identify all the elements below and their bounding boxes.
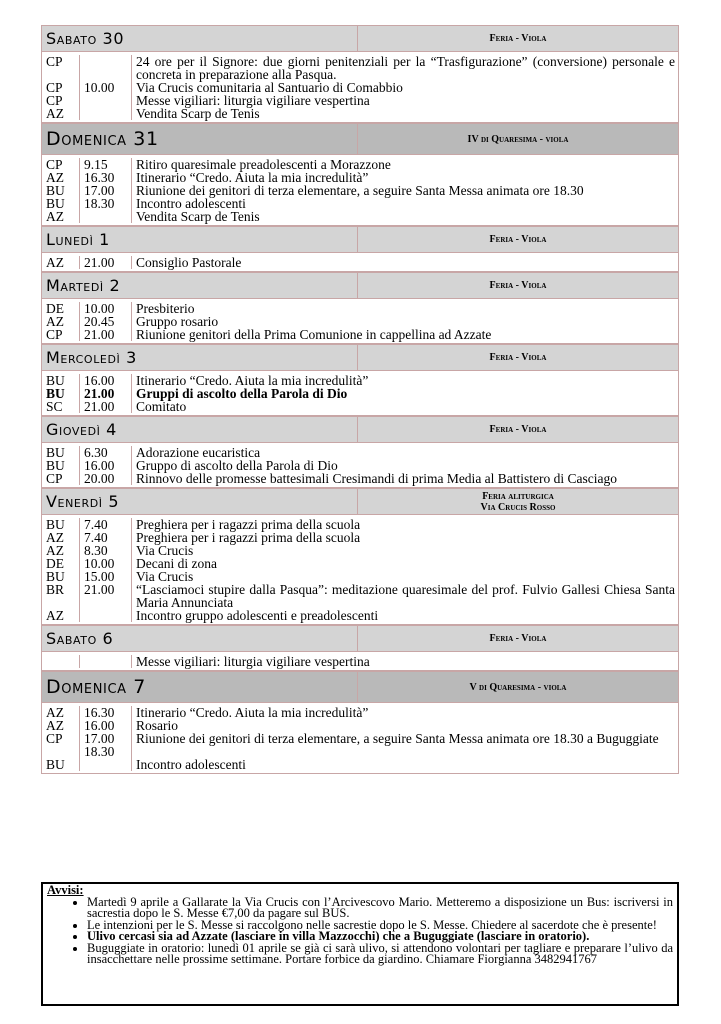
event-place: AZ — [42, 531, 80, 544]
event-description: Riunione dei genitori di terza elementare, a seguire Santa Messa animata ore 18.30 — [136, 183, 584, 198]
parish-calendar — [41, 25, 679, 774]
event-place: CP — [42, 158, 80, 171]
event-time — [80, 758, 132, 771]
event-time: 9.15 — [80, 158, 132, 171]
event-description: Vendita Scarp de Tenis — [136, 106, 260, 121]
liturgical-label — [358, 626, 678, 651]
event-row — [42, 472, 678, 487]
event-row — [42, 652, 678, 670]
day-name: Venerdì 5 — [42, 489, 358, 514]
event-description: Itinerario “Credo. Aiuta la mia incredulità” — [136, 170, 369, 185]
day-name: Martedì 2 — [42, 273, 358, 298]
event-row — [42, 443, 678, 459]
day-section — [41, 25, 679, 123]
day-section — [41, 671, 679, 774]
event-place: AZ — [42, 706, 80, 719]
event-description: Rosario — [136, 718, 178, 733]
liturgical-label-line: Feria - Viola — [489, 424, 547, 435]
event-time: 16.00 — [80, 719, 132, 732]
event-row — [42, 400, 678, 415]
day-name: Lunedì 1 — [42, 227, 358, 252]
event-description: Adorazione eucaristica — [136, 445, 261, 460]
day-header — [42, 124, 678, 155]
event-place — [42, 655, 80, 668]
event-description: Rinnovo delle promesse battesimali Cresimandi di prima Media al Battistero di Casciago — [136, 471, 618, 486]
event-time — [80, 609, 132, 622]
event-place: CP — [42, 55, 80, 81]
event-row — [42, 52, 678, 81]
event-row — [42, 758, 678, 773]
event-description: Gruppi di ascolto della Parola di Dio — [136, 386, 348, 401]
day-section — [41, 123, 679, 226]
event-description: Riunione genitori della Prima Comunione in cappellina ad Azzate — [136, 327, 492, 342]
event-time: 18.30 — [80, 197, 132, 210]
event-place: AZ — [42, 609, 80, 622]
liturgical-label-line: Feria - Viola — [489, 633, 547, 644]
event-place: AZ — [42, 719, 80, 732]
day-section — [41, 344, 679, 416]
event-time: 21.00 — [80, 328, 132, 341]
event-time: 20.45 — [80, 315, 132, 328]
event-description: “Lasciamoci stupire dalla Pasqua”: meditazione quaresimale del prof. Fulvio Gallesi Chiesa Santa Maria Annunciata — [136, 582, 675, 610]
event-description: Via Crucis — [136, 569, 194, 584]
liturgical-label-line: Via Crucis Rosso — [480, 501, 556, 513]
event-row — [42, 609, 678, 624]
day-header — [42, 273, 678, 299]
event-row — [42, 371, 678, 387]
event-row — [42, 328, 678, 343]
event-row — [42, 253, 678, 271]
day-header — [42, 26, 678, 52]
event-time: 17.00 — [80, 184, 132, 197]
event-place: AZ — [42, 315, 80, 328]
event-time — [80, 55, 132, 81]
event-row — [42, 210, 678, 225]
event-row — [42, 107, 678, 122]
liturgical-label — [358, 227, 678, 252]
event-description: Vendita Scarp de Tenis — [136, 209, 260, 224]
event-list — [42, 703, 678, 774]
event-time: 21.00 — [80, 583, 132, 609]
liturgical-label-line: V di Quaresima - viola — [469, 681, 567, 693]
event-list — [42, 253, 678, 272]
event-description: Messe vigiliari: liturgia vigiliare vespertina — [136, 93, 370, 108]
event-row — [42, 703, 678, 719]
notice-item: • Martedì 9 aprile a Gallarate la Via Crucis con l’Arcivescovo Mario. Metteremo a disposizione un Bus: iscriversi in sacrestia dopo le S. Messe €7,00 da pagare sul BUS. — [87, 897, 673, 920]
liturgical-label — [358, 124, 678, 154]
event-place: AZ — [42, 256, 80, 269]
event-description: Incontro adolescenti — [136, 757, 246, 772]
event-time: 10.00 — [80, 81, 132, 94]
event-description: Incontro adolescenti — [136, 196, 246, 211]
event-description: Presbiterio — [136, 301, 195, 316]
event-description: 24 ore per il Signore: due giorni penitenziali per la “Trasfigurazione” (conversione) personale e concreta in preparazione alla Pasqua. — [136, 54, 675, 82]
event-row — [42, 583, 678, 609]
liturgical-label — [358, 672, 678, 702]
event-time: 10.00 — [80, 557, 132, 570]
event-time: 16.00 — [80, 374, 132, 387]
liturgical-label — [358, 417, 678, 442]
event-row — [42, 732, 678, 758]
event-time: 16.30 — [80, 171, 132, 184]
event-time: 15.00 — [80, 570, 132, 583]
notices-list — [47, 894, 673, 966]
liturgical-label — [358, 345, 678, 370]
day-name: Sabato 6 — [42, 626, 358, 651]
event-description: Itinerario “Credo. Aiuta la mia incredulità” — [136, 705, 369, 720]
notice-item: • Ulivo cercasi sia ad Azzate (lasciare in villa Mazzocchi) che a Buguggiate (lasciare in oratorio). — [87, 931, 673, 943]
event-time — [80, 210, 132, 223]
event-place: CP — [42, 732, 80, 758]
event-time: 7.40 — [80, 531, 132, 544]
event-place: DE — [42, 557, 80, 570]
event-description: Riunione dei genitori di terza elementare, a seguire Santa Messa animata ore 18.30 a Buguggiate — [136, 731, 659, 746]
event-description: Preghiera per i ragazzi prima della scuola — [136, 530, 361, 545]
liturgical-label-line: IV di Quaresima - viola — [467, 133, 569, 145]
liturgical-label — [358, 273, 678, 298]
event-description: Itinerario “Credo. Aiuta la mia incredulità” — [136, 373, 369, 388]
event-row — [42, 155, 678, 171]
day-section — [41, 272, 679, 344]
liturgical-label-line: Feria - Viola — [489, 234, 547, 245]
event-place: BU — [42, 459, 80, 472]
day-name: Mercoledì 3 — [42, 345, 358, 370]
event-place: BU — [42, 518, 80, 531]
event-time: 16.30 — [80, 706, 132, 719]
event-place: BU — [42, 387, 80, 400]
event-place: SC — [42, 400, 80, 413]
liturgical-label — [358, 489, 678, 514]
event-time: 20.00 — [80, 472, 132, 485]
day-name: Giovedì 4 — [42, 417, 358, 442]
event-time: 6.30 — [80, 446, 132, 459]
event-place: BU — [42, 197, 80, 210]
event-time: 8.30 — [80, 544, 132, 557]
event-place: BU — [42, 374, 80, 387]
day-section — [41, 488, 679, 625]
liturgical-label-line: Feria - Viola — [489, 280, 547, 291]
event-place: CP — [42, 328, 80, 341]
event-place: AZ — [42, 107, 80, 120]
liturgical-label — [358, 26, 678, 51]
event-list — [42, 52, 678, 123]
day-name: Domenica 7 — [42, 672, 358, 702]
event-place: DE — [42, 302, 80, 315]
day-name: Domenica 31 — [42, 124, 358, 154]
notice-item: • Buguggiate in oratorio: lunedì 01 aprile se già ci sarà ulivo, si attendono volontari per tagliare e preparare l’ulivo da insacchettare nelle prossime settimane. Portare forbice da giardino. Chiamare Fiorgianna 3482941767 — [87, 943, 673, 966]
event-list — [42, 515, 678, 625]
event-list — [42, 155, 678, 226]
day-name: Sabato 30 — [42, 26, 358, 51]
event-time: 21.00 — [80, 400, 132, 413]
liturgical-label-line: Feria - Viola — [489, 33, 547, 44]
event-description: Gruppo rosario — [136, 314, 219, 329]
event-description: Consiglio Pastorale — [136, 255, 242, 270]
event-row — [42, 515, 678, 531]
day-section — [41, 416, 679, 488]
event-place: CP — [42, 94, 80, 107]
event-place: AZ — [42, 171, 80, 184]
event-list — [42, 443, 678, 488]
day-header — [42, 489, 678, 515]
event-time: 21.00 — [80, 387, 132, 400]
notices-box — [41, 882, 679, 1006]
event-row — [42, 299, 678, 315]
event-description: Ritiro quaresimale preadolescenti a Morazzone — [136, 157, 391, 172]
event-time: 10.00 — [80, 302, 132, 315]
event-place: AZ — [42, 210, 80, 223]
event-place: BU — [42, 758, 80, 771]
event-description: Preghiera per i ragazzi prima della scuola — [136, 517, 361, 532]
event-list — [42, 299, 678, 344]
day-header — [42, 417, 678, 443]
event-place: BU — [42, 446, 80, 459]
liturgical-label-line: Feria - Viola — [489, 352, 547, 363]
notices-title: Avvisi: — [47, 883, 84, 897]
day-section — [41, 625, 679, 671]
event-time: 7.40 — [80, 518, 132, 531]
event-time — [80, 107, 132, 120]
event-description: Messe vigiliari: liturgia vigiliare vespertina — [136, 654, 370, 669]
event-description: Gruppo di ascolto della Parola di Dio — [136, 458, 338, 473]
event-description: Via Crucis comunitaria al Santuario di Comabbio — [136, 80, 403, 95]
event-description: Incontro gruppo adolescenti e preadolescenti — [136, 608, 379, 623]
event-time — [80, 94, 132, 107]
event-place: BR — [42, 583, 80, 609]
day-header — [42, 345, 678, 371]
event-time: 17.00 18.30 — [80, 732, 132, 758]
day-header — [42, 672, 678, 703]
event-list — [42, 652, 678, 671]
event-time: 21.00 — [80, 256, 132, 269]
event-place: BU — [42, 184, 80, 197]
notice-item: • Le intenzioni per le S. Messe si raccolgono nelle sacrestie dopo le S. Messe. Chiedere al sacerdote che è presente! — [87, 920, 673, 932]
event-time: 16.00 — [80, 459, 132, 472]
event-place: CP — [42, 472, 80, 485]
event-list — [42, 371, 678, 416]
event-time — [80, 655, 132, 668]
day-header — [42, 227, 678, 253]
event-description: Via Crucis — [136, 543, 194, 558]
event-place: AZ — [42, 544, 80, 557]
day-section — [41, 226, 679, 272]
event-description: Comitato — [136, 399, 187, 414]
day-header — [42, 626, 678, 652]
liturgical-label-line: Feria aliturgica — [482, 490, 554, 502]
event-place: BU — [42, 570, 80, 583]
event-place: CP — [42, 81, 80, 94]
event-description: Decani di zona — [136, 556, 217, 571]
